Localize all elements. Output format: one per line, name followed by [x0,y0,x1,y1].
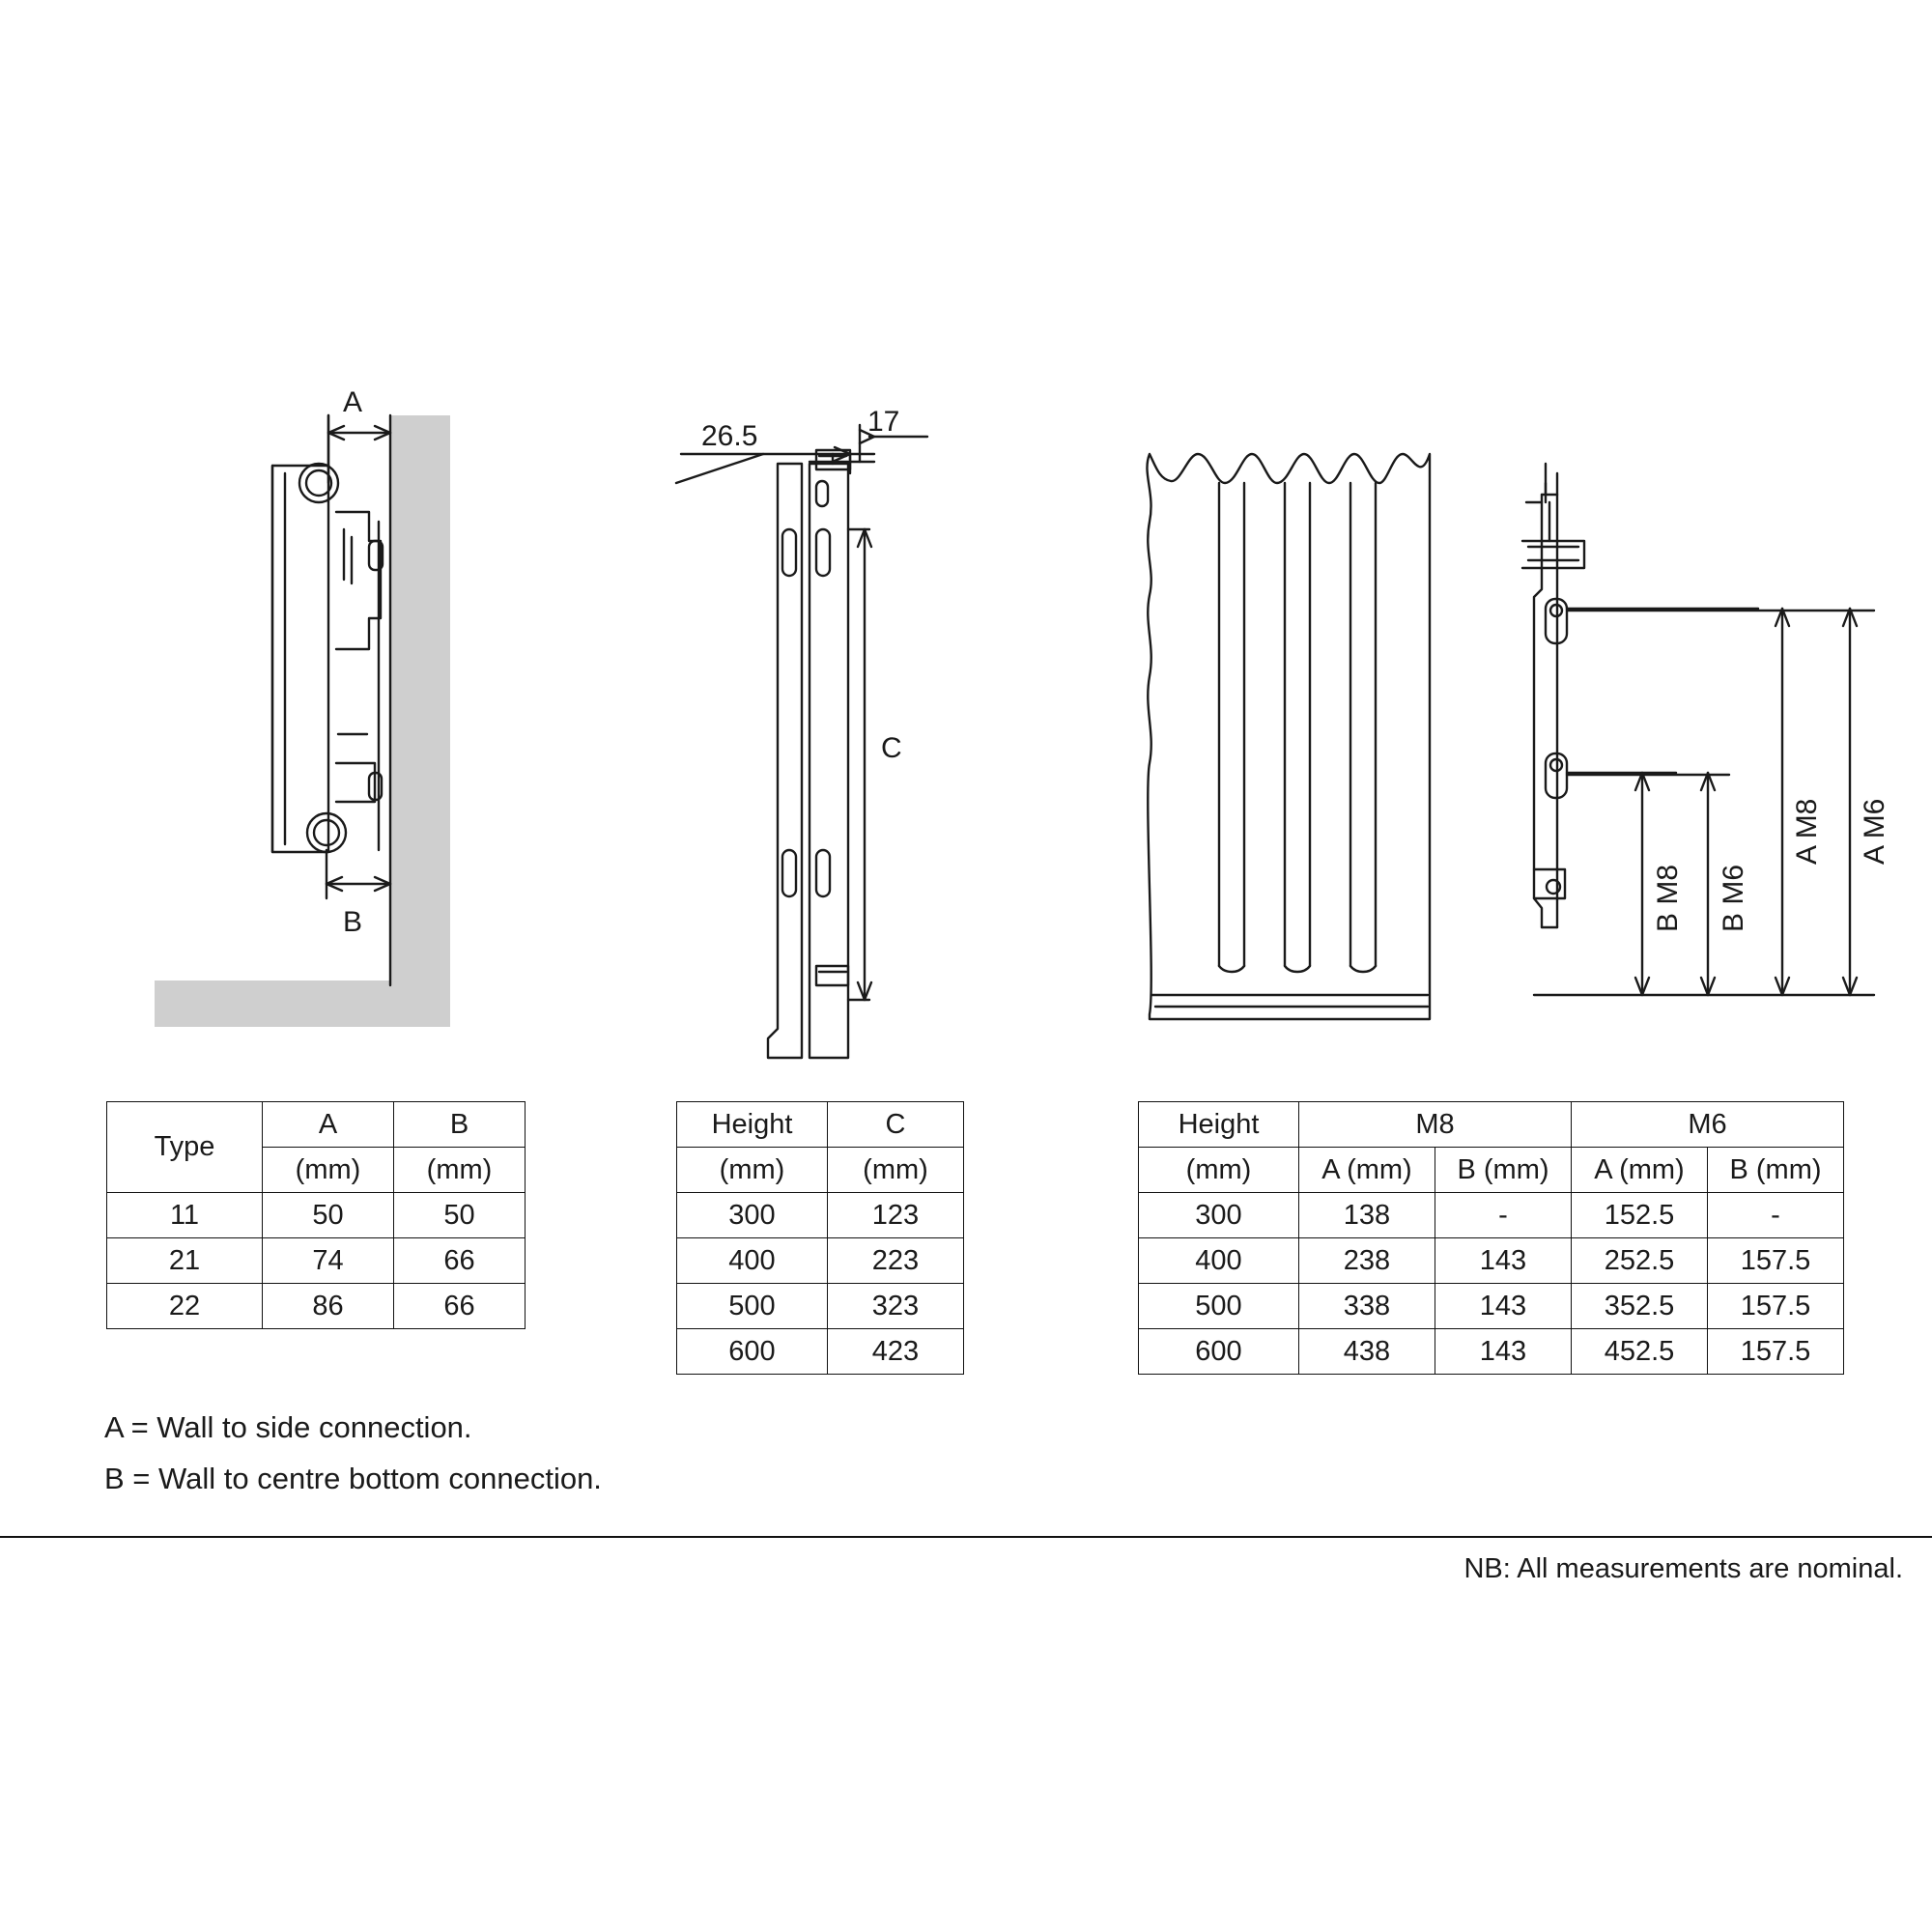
height-c-table [676,1101,964,1375]
dim-b-m8 [1635,773,1649,995]
cell-type: 21 [107,1238,263,1284]
table-row [677,1238,964,1284]
table-header-row-units [677,1148,964,1193]
callout-a-m8: A M8 [1791,798,1823,865]
header-height: Height [1139,1102,1299,1148]
header-c-units: (mm) [828,1148,964,1193]
cell-m8-a: 438 [1299,1329,1435,1375]
table-header-row [1139,1102,1844,1148]
table-row [1139,1238,1844,1284]
callout-17: 17 [867,406,900,438]
table-header-row-units [1139,1148,1844,1193]
cell-m6-a: 452.5 [1572,1329,1708,1375]
cell-height: 600 [1139,1329,1299,1375]
cell-c: 223 [828,1238,964,1284]
type-table [106,1101,526,1329]
cell-m8-b: - [1435,1193,1572,1238]
radiator-front-outline [1147,454,1430,1019]
callout-b: B [343,906,363,938]
radiator-panel-section [272,466,328,852]
cell-m8-b: 143 [1435,1284,1572,1329]
table-row [1139,1329,1844,1375]
cell-height: 300 [677,1193,828,1238]
table-row [677,1193,964,1238]
cell-m6-b: 157.5 [1708,1238,1844,1284]
header-c: C [828,1102,964,1148]
cell-m6-b: - [1708,1193,1844,1238]
cell-m8-a: 338 [1299,1284,1435,1329]
header-a-units: (mm) [263,1148,394,1193]
table-row [107,1238,526,1284]
cell-b: 50 [394,1193,526,1238]
cell-m8-a: 138 [1299,1193,1435,1238]
rail-slots [782,481,830,896]
callout-b-m6: B M6 [1718,864,1749,932]
cell-m8-a: 238 [1299,1238,1435,1284]
cell-c: 423 [828,1329,964,1375]
header-m8-a: A (mm) [1299,1148,1435,1193]
table-header-row [107,1102,526,1148]
cell-a: 50 [263,1193,394,1238]
cell-b: 66 [394,1238,526,1284]
table-row [677,1284,964,1329]
cell-m8-b: 143 [1435,1329,1572,1375]
header-type: Type [107,1102,263,1193]
header-a: A [263,1102,394,1148]
table-row [677,1329,964,1375]
cell-height: 400 [1139,1238,1299,1284]
header-m6-a: A (mm) [1572,1148,1708,1193]
header-height-units: (mm) [677,1148,828,1193]
callout-c: C [881,732,902,764]
table-row [1139,1193,1844,1238]
cell-height: 500 [677,1284,828,1329]
dim-a-m8 [1776,609,1789,995]
header-b: B [394,1102,526,1148]
callout-26-5: 26.5 [701,420,758,452]
cell-a: 86 [263,1284,394,1329]
header-m6: M6 [1572,1102,1844,1148]
cell-m6-a: 352.5 [1572,1284,1708,1329]
cell-m6-a: 152.5 [1572,1193,1708,1238]
dim-b-m6 [1701,773,1715,995]
callout-a: A [343,386,363,418]
footer-divider [0,1536,1932,1538]
header-m8-b: B (mm) [1435,1148,1572,1193]
callout-b-m8: B M8 [1652,864,1684,932]
header-height-units: (mm) [1139,1148,1299,1193]
header-m6-b: B (mm) [1708,1148,1844,1193]
legend-line-b: B = Wall to centre bottom connection. [104,1462,602,1495]
cell-type: 22 [107,1284,263,1329]
bracket-table [1138,1101,1844,1375]
table-header-row [677,1102,964,1148]
rail-hook-bottom [816,966,848,985]
legend-line-a: A = Wall to side connection. [104,1410,472,1444]
header-m8: M8 [1299,1102,1572,1148]
cell-c: 123 [828,1193,964,1238]
header-b-units: (mm) [394,1148,526,1193]
cell-c: 323 [828,1284,964,1329]
table-row [107,1193,526,1238]
header-height: Height [677,1102,828,1148]
table-row [1139,1284,1844,1329]
table-row [107,1284,526,1329]
cell-height: 600 [677,1329,828,1375]
cell-height: 300 [1139,1193,1299,1238]
cell-a: 74 [263,1238,394,1284]
cell-m6-b: 157.5 [1708,1329,1844,1375]
cell-type: 11 [107,1193,263,1238]
cell-height: 400 [677,1238,828,1284]
callout-a-m6: A M6 [1859,798,1890,865]
cell-m8-b: 143 [1435,1238,1572,1284]
cell-b: 66 [394,1284,526,1329]
cell-m6-b: 157.5 [1708,1284,1844,1329]
cell-height: 500 [1139,1284,1299,1329]
footer-note: NB: All measurements are nominal. [1463,1553,1903,1584]
cell-m6-a: 252.5 [1572,1238,1708,1284]
dim-a-m6 [1843,609,1857,995]
